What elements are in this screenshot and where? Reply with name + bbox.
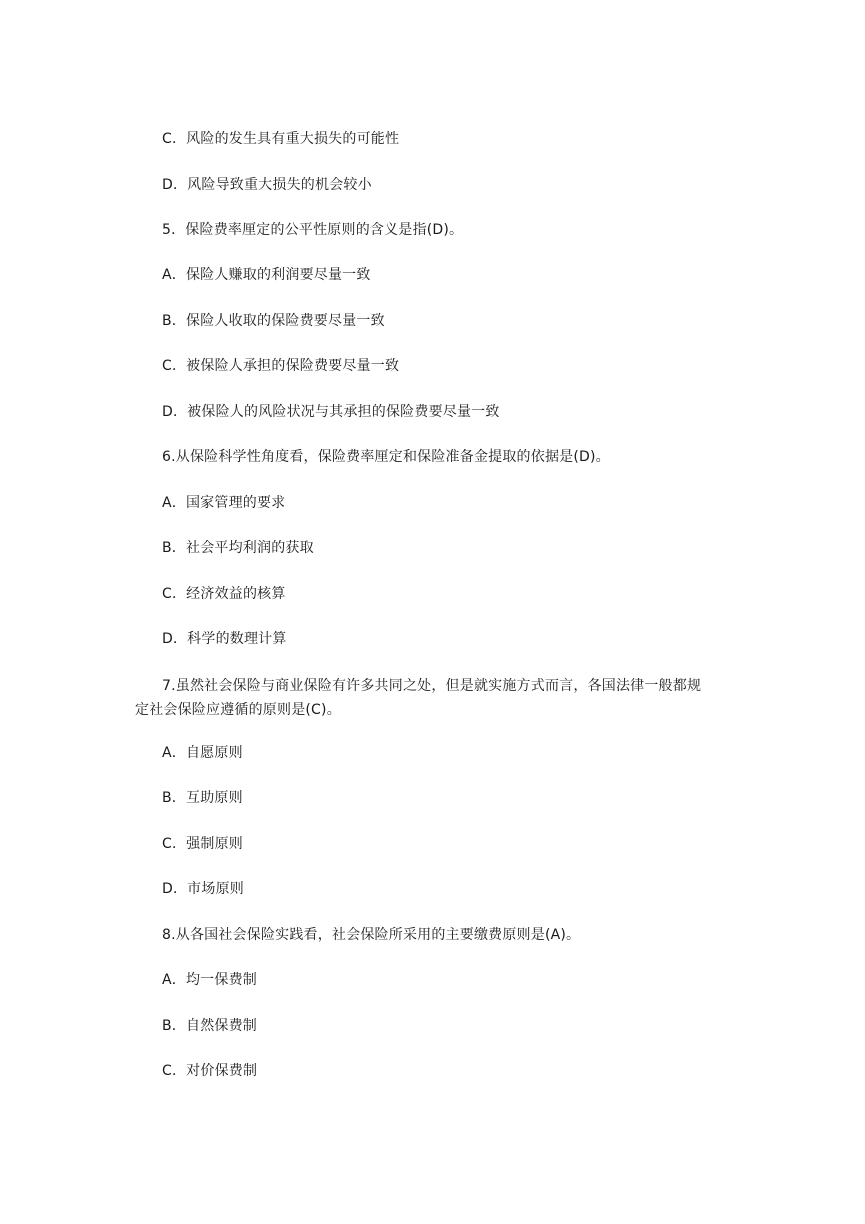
option-a: A．保险人赚取的利润要尽量一致 (162, 267, 371, 283)
option-d: D．被保险人的风险状况与其承担的保险费要尽量一致 (162, 404, 500, 420)
question-8: 8.从各国社会保险实践看，社会保险所采用的主要缴费原则是(A)。 (162, 927, 581, 943)
option-d: D．风险导致重大损失的机会较小 (162, 177, 372, 193)
option-c: C．经济效益的核算 (162, 586, 286, 602)
option-d: D．市场原则 (162, 881, 244, 897)
option-c: C．风险的发生具有重大损失的可能性 (162, 131, 400, 147)
option-b: B．保险人收取的保险费要尽量一致 (162, 313, 385, 329)
option-a: A．均一保费制 (162, 972, 257, 988)
question-6: 6.从保险科学性角度看，保险费率厘定和保险准备金提取的依据是(D)。 (162, 449, 610, 465)
question-7: 7.虽然社会保险与商业保险有许多共同之处，但是就实施方式而言，各国法律一般都规定社会保险应遵循的原则是(C)。 (135, 678, 702, 718)
option-c: C．对价保费制 (162, 1063, 258, 1079)
option-a: A．国家管理的要求 (162, 495, 286, 511)
option-d: D．科学的数理计算 (162, 631, 287, 647)
option-b: B．社会平均利润的获取 (162, 540, 314, 556)
option-b: B．自然保费制 (162, 1018, 258, 1034)
option-a: A．自愿原则 (162, 745, 243, 761)
option-b: B．互助原则 (162, 790, 243, 806)
question-5: 5．保险费率厘定的公平性原则的含义是指(D)。 (162, 222, 464, 238)
option-c: C．强制原则 (162, 836, 243, 852)
option-c: C．被保险人承担的保险费要尽量一致 (162, 358, 400, 374)
